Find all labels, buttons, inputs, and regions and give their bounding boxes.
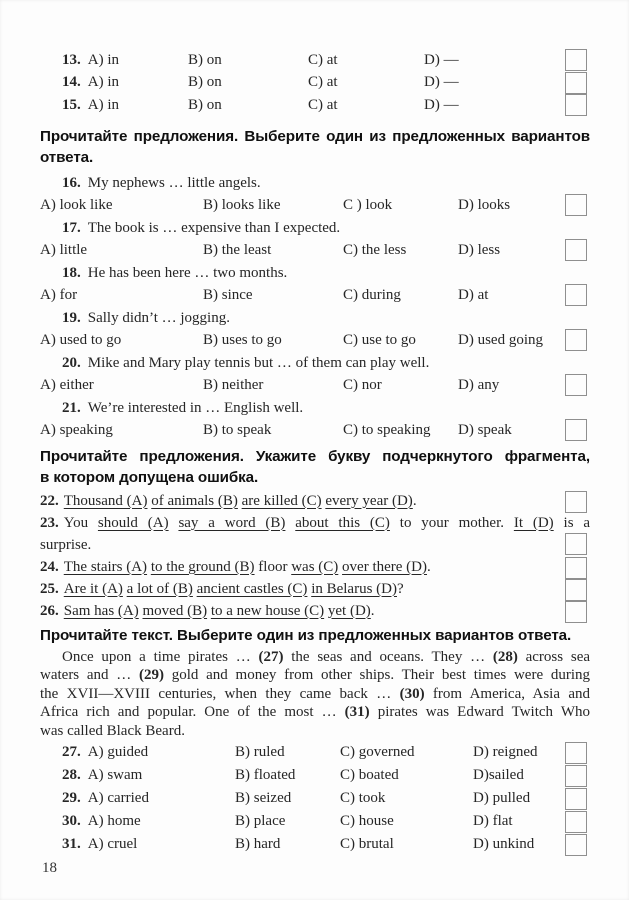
answer-checkbox[interactable] [565,811,587,833]
question-25 [40,578,590,600]
question-text: 25. Are it (A) a lot of (B) ancient castles (C) in Belarus (D)? [40,580,404,597]
option-d: D) unkind [473,836,535,853]
questions-22-26 [40,490,590,622]
option-c: C) house [340,813,394,830]
option-a: 15. A) in [62,96,119,113]
option-d: D) used going [458,331,543,348]
answer-checkbox[interactable] [565,788,587,810]
question-row-13 [62,49,590,72]
passage-line: Once upon a time pirates … (27) the seas and oceans. They … (28) across sea [62,648,591,665]
answer-checkbox[interactable] [565,834,587,856]
question-stem: 20. Mike and Mary play tennis but … of them can play well. [62,354,430,371]
option-a: A) little [40,241,88,258]
question-number: 21. [62,399,81,416]
option-b: B) ruled [235,744,285,761]
question-26 [40,600,590,622]
question-number: 27. [62,744,81,761]
question-number: 17. [62,219,81,236]
option-b: B) place [235,813,286,830]
question-number: 20. [62,354,81,371]
option-c: C) the less [343,241,407,258]
answer-checkbox[interactable] [565,765,587,787]
option-d: D) — [424,74,459,91]
question-19 [40,307,590,352]
question-number: 19. [62,309,81,326]
section-header-1: Прочитайте предложения. Выберите один из предложенных вариантов ответа. [40,127,590,166]
option-a: A) speaking [40,421,113,438]
passage-line: waters and … (29) gold and money from other ships. Their best times were during [40,667,590,684]
option-d: D) looks [458,196,511,213]
options-row [40,329,590,352]
question-text: 24. The stairs (A) to the ground (B) floor was (C) over there (D). [40,558,431,575]
question-number: 30. [62,813,81,830]
option-a: 14. A) in [62,74,119,91]
option-b: B) on [188,96,222,113]
options-row [40,239,590,262]
option-d: D) less [458,241,501,258]
option-c: C) brutal [340,836,394,853]
option-a: A) for [40,286,78,303]
question-21 [40,397,590,442]
questions-16-21 [40,172,590,442]
options-row [40,194,590,217]
question-text: 23. You should (A) say a word (B) about this (C) to your mother. It (D) is a [40,514,591,531]
question-number: 31. [62,836,81,853]
option-a: 28. A) swam [62,767,143,784]
answer-checkbox[interactable] [565,491,587,513]
question-text: surprise. [40,536,92,553]
answer-checkbox[interactable] [565,742,587,764]
option-b: B) since [203,286,253,303]
option-b: B) uses to go [203,331,282,348]
question-stem: 17. The book is … expensive than I expected. [62,219,341,236]
option-b: B) on [188,74,222,91]
question-stem: 19. Sally didn’t … jogging. [62,309,230,326]
answer-checkbox[interactable] [565,49,587,71]
option-b: B) neither [203,376,264,393]
option-c: C ) look [343,196,393,213]
option-d: D) reigned [473,744,538,761]
option-a: 31. A) cruel [62,836,138,853]
question-number: 13. [62,51,81,68]
option-c: C) at [308,74,338,91]
section-header-3: Прочитайте текст. Выберите один из предложенных вариантов ответа. [40,626,572,644]
passage-line: Africa rich and popular. One of the most … (31) pirates was Edward Twitch Who [40,704,591,721]
question-number: 29. [62,790,81,807]
option-d: D) speak [458,421,512,438]
option-c: C) nor [343,376,382,393]
question-18 [40,262,590,307]
page-number: 18 [42,860,57,877]
question-22 [40,490,590,512]
option-d: D)sailed [473,767,524,784]
option-d: D) flat [473,813,513,830]
question-16 [40,172,590,217]
questions-13-15 [40,49,590,117]
option-a: 30. A) home [62,813,141,830]
answer-checkbox[interactable] [565,557,587,579]
option-c: C) took [340,790,386,807]
question-number: 14. [62,74,81,91]
option-a: A) either [40,376,94,393]
option-c: C) to speaking [343,421,431,438]
option-d: D) pulled [473,790,531,807]
question-row-29 [62,787,590,810]
question-row-31 [62,833,590,856]
question-row-27 [62,741,590,764]
reading-passage [40,648,590,741]
answer-checkbox[interactable] [565,284,587,306]
option-b: B) seized [235,790,292,807]
option-c: C) boated [340,767,399,784]
option-b: B) the least [203,241,272,258]
option-a: 27. A) guided [62,744,149,761]
question-number: 15. [62,96,81,113]
question-stem: 18. He has been here … two months. [62,264,288,281]
question-17 [40,217,590,262]
answer-checkbox[interactable] [565,374,587,396]
question-stem: 21. We’re interested in … English well. [62,399,304,416]
passage-line: was called Black Beard. [40,722,185,739]
option-d: D) any [458,376,500,393]
question-row-28 [62,764,590,787]
options-row [40,284,590,307]
option-c: C) governed [340,744,415,761]
option-c: C) at [308,51,338,68]
option-b: B) to speak [203,421,272,438]
option-a: A) used to go [40,331,122,348]
section-header-2: Прочитайте предложения. Укажите букву подчеркнутого фрагмента, в котором допущена ошибка. [40,447,590,486]
question-number: 28. [62,767,81,784]
option-d: D) at [458,286,489,303]
option-d: D) — [424,51,459,68]
option-b: B) hard [235,836,281,853]
answer-checkbox[interactable] [565,72,587,94]
answer-checkbox[interactable] [565,239,587,261]
option-a: A) look like [40,196,113,213]
option-a: 29. A) carried [62,790,149,807]
question-text: 22. Thousand (A) of animals (B) are killed (C) every year (D). [40,492,417,509]
question-row-14 [62,72,590,95]
options-row [40,374,590,397]
question-text: 26. Sam has (A) moved (B) to a new house (C) yet (D). [40,602,375,619]
question-number: 18. [62,264,81,281]
question-24 [40,556,590,578]
question-row-30 [62,810,590,833]
answer-checkbox[interactable] [565,533,587,555]
questions-27-31 [40,741,590,856]
question-row-15 [62,94,590,117]
options-row [40,419,590,442]
answer-checkbox[interactable] [565,601,587,623]
question-20 [40,352,590,397]
option-c: C) use to go [343,331,416,348]
question-23 [40,512,590,556]
answer-checkbox[interactable] [565,329,587,351]
option-b: B) looks like [203,196,281,213]
option-c: C) at [308,96,338,113]
answer-checkbox[interactable] [565,579,587,601]
passage-line: the XVII—XVIII centuries, when they came back … (30) from America, Asia and [40,685,591,702]
answer-checkbox[interactable] [565,194,587,216]
answer-checkbox[interactable] [565,94,587,116]
question-stem: 16. My nephews … little angels. [62,174,261,191]
option-b: B) floated [235,767,296,784]
option-b: B) on [188,51,222,68]
option-a: 13. A) in [62,51,119,68]
answer-checkbox[interactable] [565,419,587,441]
option-c: C) during [343,286,401,303]
question-number: 16. [62,174,81,191]
option-d: D) — [424,96,459,113]
